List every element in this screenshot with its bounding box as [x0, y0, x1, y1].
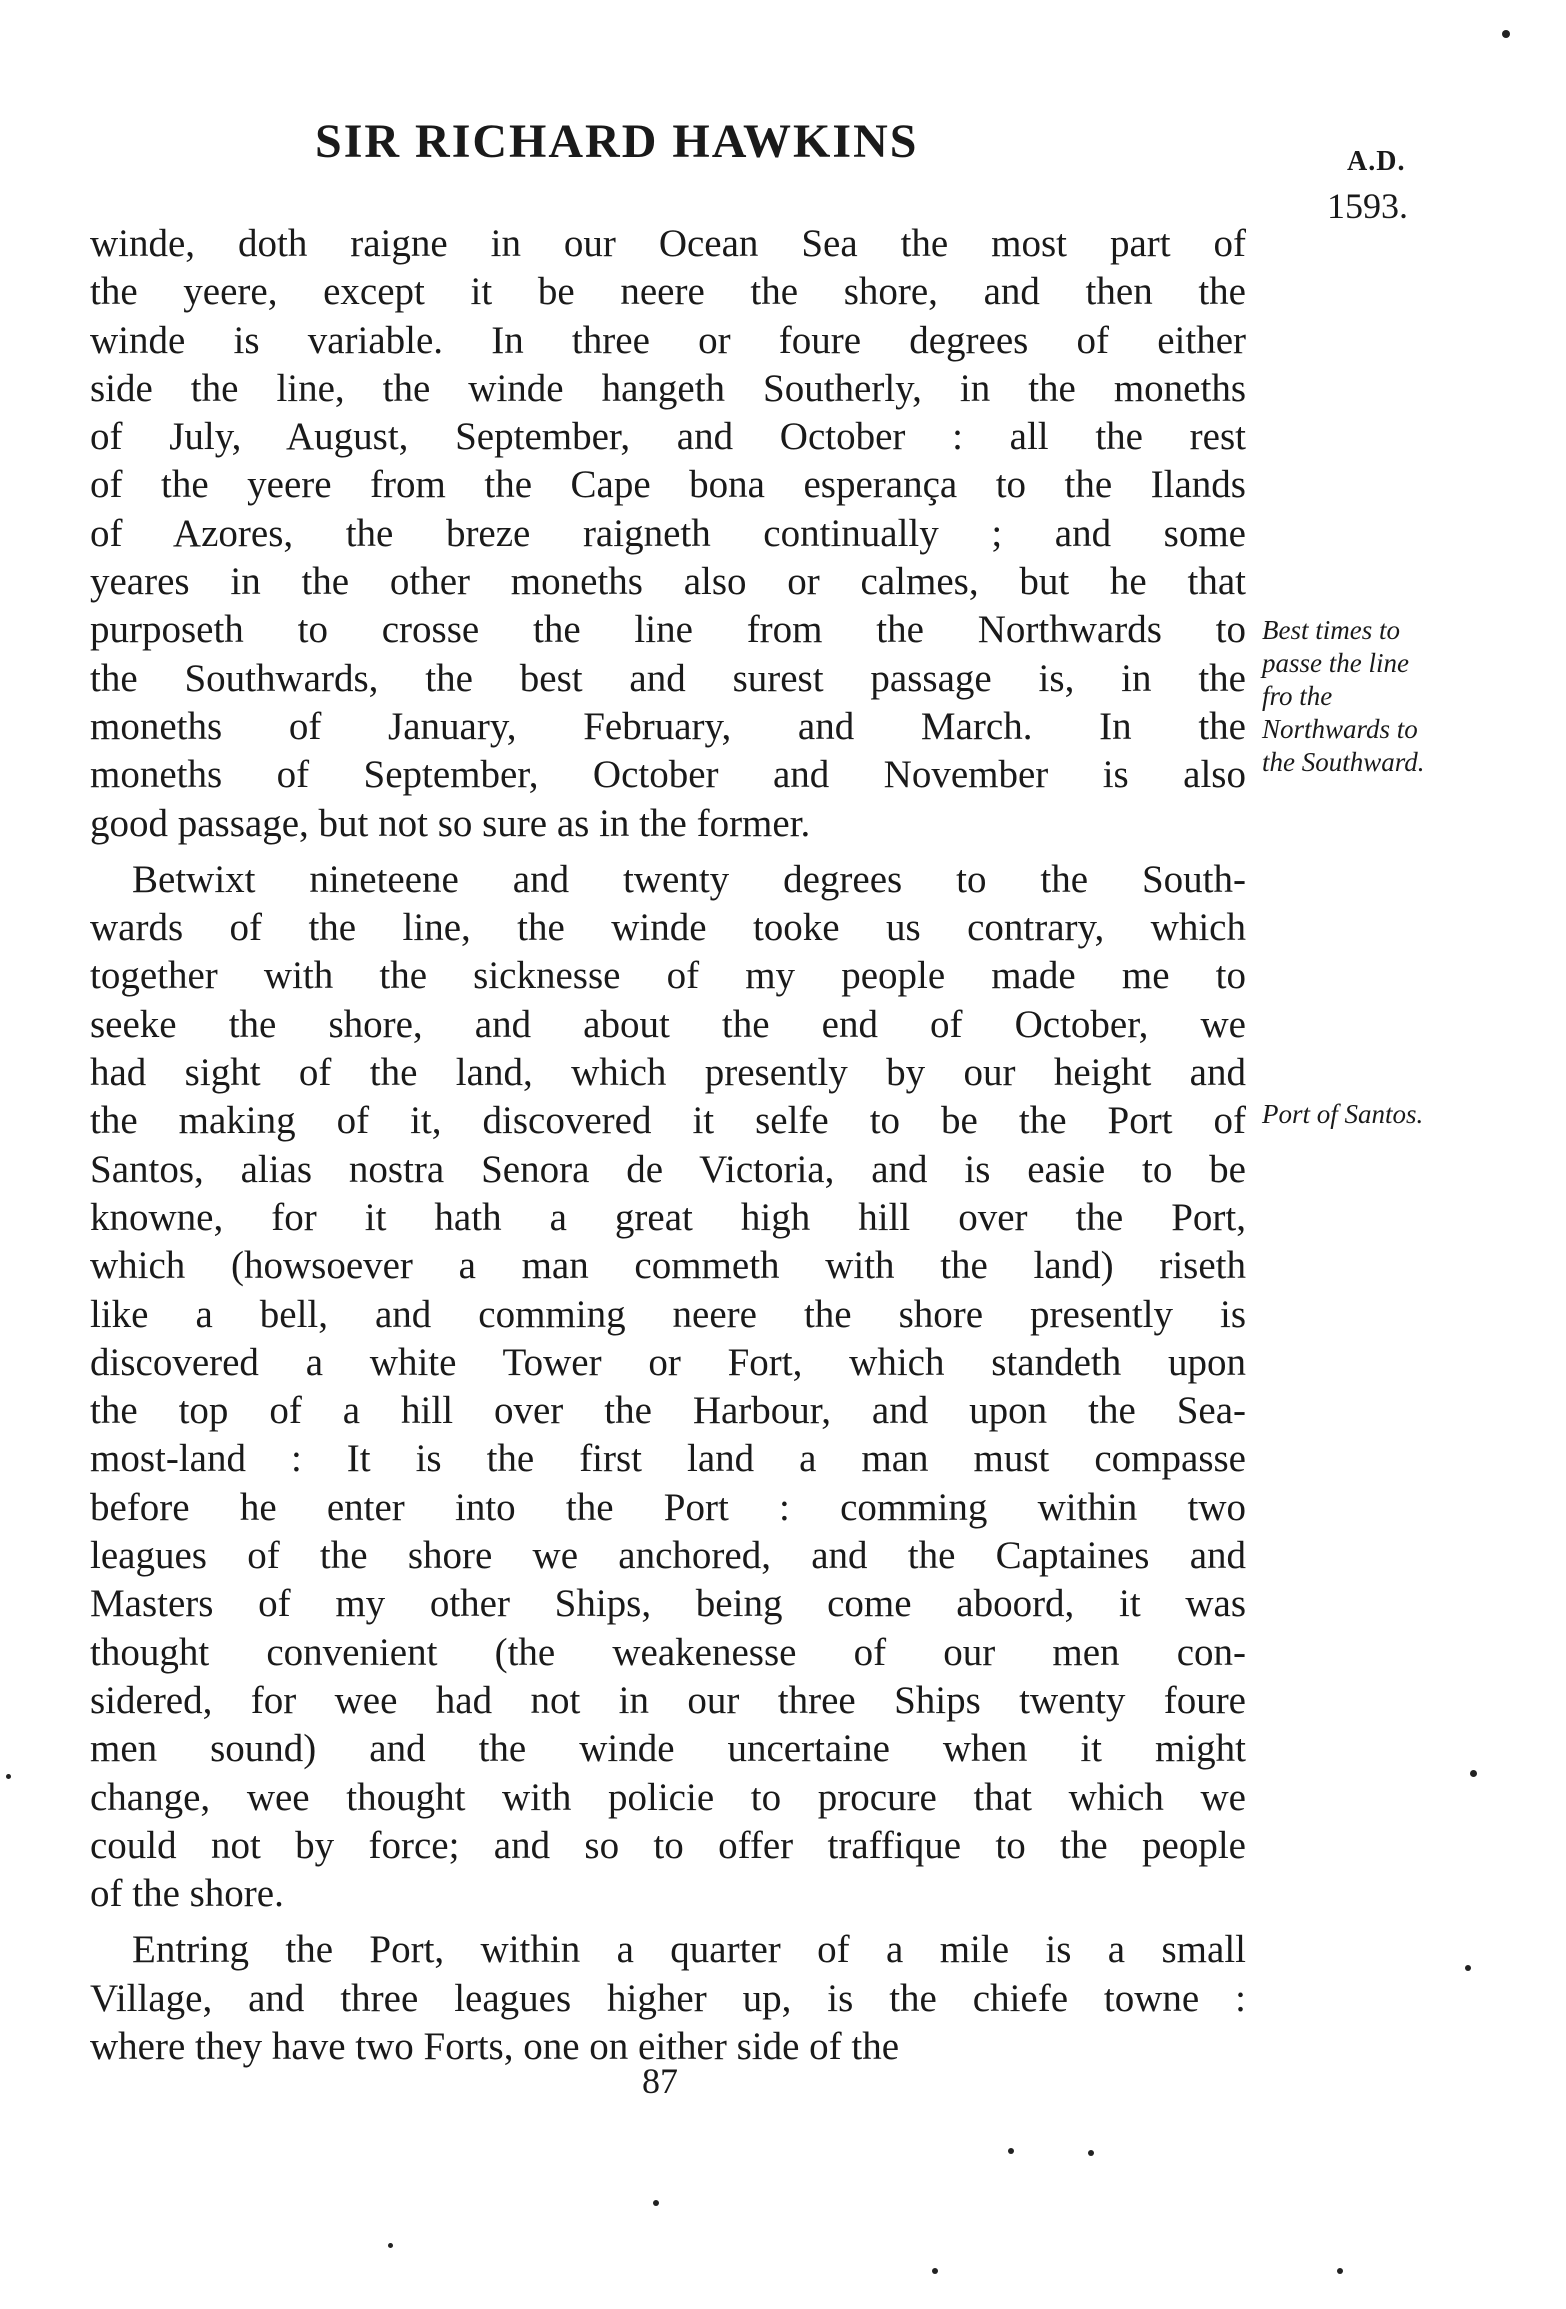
page-number: 87 [642, 2061, 678, 2101]
text-line: seeke the shore, and about the end of October, we [90, 1002, 1246, 1046]
text-line: of July, August, September, and October : all the rest [90, 415, 1246, 459]
margin-note-port-of-santos [1262, 1098, 1423, 1131]
text-line: winde, doth raigne in our Ocean Sea the most part of [90, 222, 1246, 265]
year-ad-label: A.D. [1347, 146, 1406, 177]
scan-speck [653, 2200, 659, 2206]
text-line: most-land : It is the first land a man must compasse [90, 1437, 1246, 1481]
margin-note-line: Port of Santos. [1262, 1099, 1424, 1129]
scan-speck [1008, 2148, 1014, 2154]
scan-speck [1337, 2268, 1343, 2274]
scan-speck [388, 2243, 393, 2248]
text-line: before he enter into the Port : comming within two [90, 1485, 1246, 1529]
scan-speck [1465, 1965, 1471, 1971]
text-line: of Azores, the breze raigneth continually ; and some [90, 511, 1246, 555]
text-line: Betwixt nineteene and twenty degrees to the South- [132, 857, 1246, 901]
scan-speck [1470, 1770, 1477, 1777]
text-line: sidered, for wee had not in our three Ships twenty foure [90, 1678, 1246, 1722]
text-line: discovered a white Tower or Fort, which standeth upon [90, 1340, 1246, 1384]
text-line: purposeth to crosse the line from the Northwards to [90, 608, 1246, 652]
text-line: leagues of the shore we anchored, and the Captaines and [90, 1534, 1246, 1578]
text-line: like a bell, and comming neere the shore presently is [90, 1292, 1246, 1336]
paragraph-gap [90, 1918, 1246, 1926]
text-line: yeares in the other moneths also or calmes, but he that [90, 560, 1246, 604]
text-line: of the shore. [90, 1872, 284, 1916]
text-line: change, wee thought with policie to procure that which we [90, 1775, 1246, 1819]
text-line: the making of it, discovered it selfe to be the Port of [90, 1099, 1246, 1143]
margin-note-line: the Southward. [1262, 747, 1425, 777]
text-line: moneths of September, October and November is also [90, 753, 1246, 797]
text-line: the top of a hill over the Harbour, and upon the Sea- [90, 1389, 1246, 1433]
text-line: moneths of January, February, and March. In the [90, 704, 1246, 748]
text-line: knowne, for it hath a great high hill over the Port, [90, 1195, 1246, 1239]
text-line: side the line, the winde hangeth Southerly, in the moneths [90, 366, 1246, 410]
text-line: good passage, but not so sure as in the former. [90, 801, 811, 845]
text-line: the Southwards, the best and surest passage is, in the [90, 656, 1246, 700]
margin-note-line: fro the [1262, 681, 1333, 711]
paragraph-gap [90, 848, 1246, 856]
margin-note-line: passe the line [1262, 648, 1409, 678]
scan-speck [1502, 30, 1510, 38]
text-line: wards of the line, the winde tooke us contrary, which [90, 906, 1246, 950]
scan-speck [1088, 2150, 1094, 2156]
margin-note-line: Northwards to [1262, 714, 1418, 744]
text-line: had sight of the land, which presently by our height and [90, 1051, 1246, 1095]
text-line: the yeere, except it be neere the shore, and then the [90, 270, 1246, 314]
scan-speck [6, 1774, 11, 1779]
margin-note-best-times [1262, 614, 1425, 779]
text-line: could not by force; and so to offer traffique to the people [90, 1823, 1246, 1867]
scan-speck [932, 2268, 938, 2274]
text-line: of the yeere from the Cape bona esperança to the Ilands [90, 463, 1246, 507]
text-line: thought convenient (the weakenesse of our men con- [90, 1630, 1246, 1674]
body-text [90, 220, 1246, 2071]
text-line: together with the sicknesse of my people made me to [90, 954, 1246, 998]
text-line: Santos, alias nostra Senora de Victoria, and is easie to be [90, 1147, 1246, 1191]
text-line: winde is variable. In three or foure degrees of either [90, 318, 1246, 362]
text-line: Masters of my other Ships, being come aboord, it was [90, 1582, 1246, 1626]
running-title: SIR RICHARD HAWKINS [315, 115, 919, 168]
text-line: Village, and three leagues higher up, is the chiefe towne : [90, 1976, 1246, 2020]
text-line: where they have two Forts, one on either side of the [90, 2024, 900, 2068]
text-line: Entring the Port, within a quarter of a mile is a small [132, 1928, 1246, 1972]
text-line: men sound) and the winde uncertaine when it might [90, 1727, 1246, 1771]
margin-note-line: Best times to [1262, 615, 1400, 645]
year-number: 1593. [1327, 186, 1408, 226]
text-line: which (howsoever a man commeth with the land) riseth [90, 1244, 1246, 1288]
